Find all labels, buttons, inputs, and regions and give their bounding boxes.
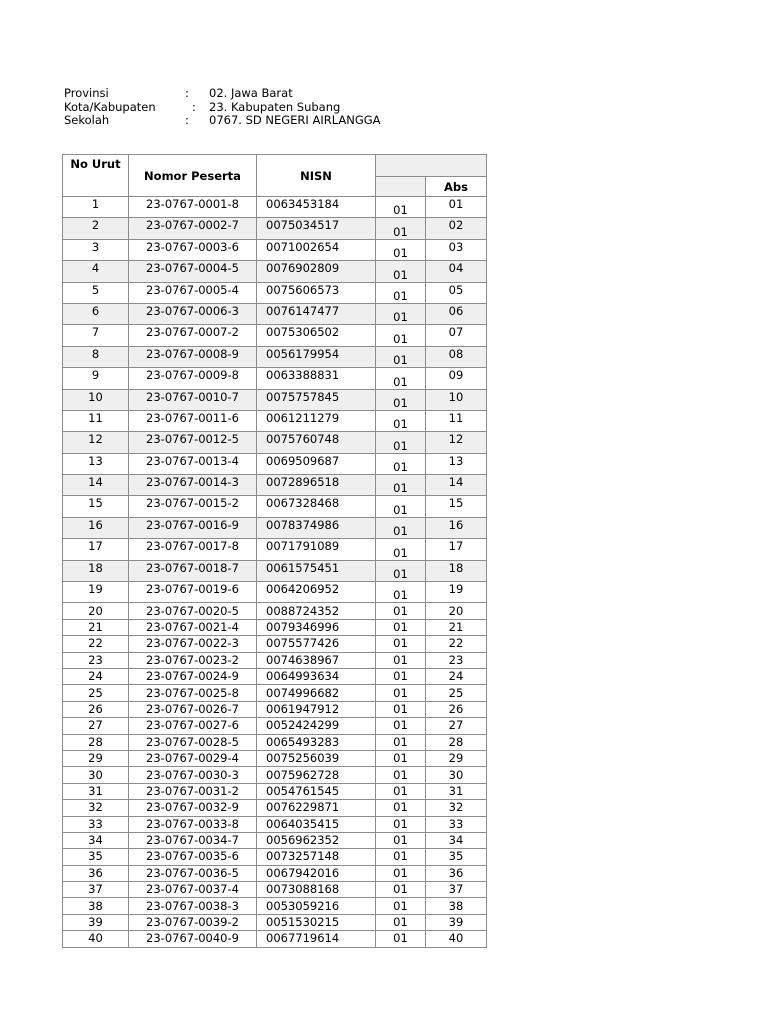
table-row	[63, 865, 487, 881]
cell-nomor-peserta: 23-0767-0009-8	[129, 368, 257, 389]
table-row	[63, 701, 487, 717]
table-row	[63, 325, 487, 346]
cell-no-urut: 30	[63, 767, 129, 783]
cell-ruang: 01	[376, 218, 426, 239]
cell-nisn: 0063453184	[257, 197, 376, 218]
table-row	[63, 832, 487, 848]
table-row	[63, 389, 487, 410]
cell-abs: 36	[426, 865, 487, 881]
cell-no-urut: 34	[63, 832, 129, 848]
cell-no-urut: 27	[63, 718, 129, 734]
cell-nomor-peserta: 23-0767-0032-9	[129, 800, 257, 816]
table-row	[63, 346, 487, 367]
cell-no-urut: 38	[63, 898, 129, 914]
col-header-ruang	[376, 177, 426, 197]
cell-ruang: 01	[376, 325, 426, 346]
cell-nisn: 0073088168	[257, 882, 376, 898]
cell-nomor-peserta: 23-0767-0039-2	[129, 914, 257, 930]
cell-abs: 34	[426, 832, 487, 848]
cell-ruang: 01	[376, 849, 426, 865]
cell-abs: 38	[426, 898, 487, 914]
cell-nisn: 0076902809	[257, 261, 376, 282]
cell-nisn: 0069509687	[257, 453, 376, 474]
cell-ruang: 01	[376, 931, 426, 947]
table-row	[63, 619, 487, 635]
cell-nomor-peserta: 23-0767-0027-6	[129, 718, 257, 734]
cell-nisn: 0072896518	[257, 475, 376, 496]
cell-no-urut: 18	[63, 560, 129, 581]
cell-nomor-peserta: 23-0767-0038-3	[129, 898, 257, 914]
cell-abs: 29	[426, 750, 487, 766]
cell-no-urut: 3	[63, 239, 129, 260]
cell-nisn: 0063388831	[257, 368, 376, 389]
kota-label: Kota/Kabupaten	[64, 99, 156, 114]
table-row	[63, 882, 487, 898]
cell-nisn: 0067328468	[257, 496, 376, 517]
cell-nomor-peserta: 23-0767-0024-9	[129, 668, 257, 684]
cell-ruang: 01	[376, 261, 426, 282]
cell-abs: 14	[426, 475, 487, 496]
cell-abs: 03	[426, 239, 487, 260]
cell-nisn: 0054761545	[257, 783, 376, 799]
cell-ruang: 01	[376, 685, 426, 701]
cell-nisn: 0075256039	[257, 750, 376, 766]
cell-nomor-peserta: 23-0767-0014-3	[129, 475, 257, 496]
cell-abs: 22	[426, 636, 487, 652]
cell-ruang: 01	[376, 475, 426, 496]
table-row	[63, 496, 487, 517]
table-row	[63, 197, 487, 218]
table-row	[63, 750, 487, 766]
cell-nomor-peserta: 23-0767-0011-6	[129, 410, 257, 431]
table-row	[63, 218, 487, 239]
cell-nisn: 0071791089	[257, 539, 376, 560]
table-row	[63, 239, 487, 260]
cell-nisn: 0065493283	[257, 734, 376, 750]
cell-no-urut: 14	[63, 475, 129, 496]
cell-abs: 15	[426, 496, 487, 517]
cell-nisn: 0052424299	[257, 718, 376, 734]
cell-abs: 40	[426, 931, 487, 947]
cell-abs: 06	[426, 303, 487, 324]
cell-nomor-peserta: 23-0767-0040-9	[129, 931, 257, 947]
cell-ruang: 01	[376, 539, 426, 560]
cell-abs: 17	[426, 539, 487, 560]
cell-abs: 28	[426, 734, 487, 750]
cell-no-urut: 13	[63, 453, 129, 474]
cell-no-urut: 28	[63, 734, 129, 750]
cell-no-urut: 4	[63, 261, 129, 282]
cell-ruang: 01	[376, 282, 426, 303]
cell-nomor-peserta: 23-0767-0034-7	[129, 832, 257, 848]
cell-ruang: 01	[376, 767, 426, 783]
cell-nisn: 0067719614	[257, 931, 376, 947]
participant-table	[62, 154, 487, 948]
cell-nomor-peserta: 23-0767-0006-3	[129, 303, 257, 324]
cell-no-urut: 29	[63, 750, 129, 766]
provinsi-label: Provinsi	[64, 86, 109, 100]
cell-no-urut: 39	[63, 914, 129, 930]
cell-ruang: 01	[376, 914, 426, 930]
cell-nomor-peserta: 23-0767-0008-9	[129, 346, 257, 367]
cell-ruang: 01	[376, 410, 426, 431]
cell-ruang: 01	[376, 346, 426, 367]
table-row	[63, 517, 487, 538]
cell-no-urut: 17	[63, 539, 129, 560]
cell-nisn: 0076229871	[257, 800, 376, 816]
table-row	[63, 539, 487, 560]
col-header-nisn: NISN	[257, 155, 376, 197]
cell-abs: 13	[426, 453, 487, 474]
table-row	[63, 652, 487, 668]
cell-abs: 23	[426, 652, 487, 668]
cell-nisn: 0074996682	[257, 685, 376, 701]
cell-abs: 11	[426, 410, 487, 431]
cell-abs: 08	[426, 346, 487, 367]
cell-nomor-peserta: 23-0767-0036-5	[129, 865, 257, 881]
cell-abs: 07	[426, 325, 487, 346]
cell-abs: 02	[426, 218, 487, 239]
cell-no-urut: 20	[63, 603, 129, 619]
cell-nisn: 0073257148	[257, 849, 376, 865]
cell-ruang: 01	[376, 718, 426, 734]
cell-abs: 21	[426, 619, 487, 635]
cell-no-urut: 35	[63, 849, 129, 865]
cell-nisn: 0076147477	[257, 303, 376, 324]
cell-no-urut: 31	[63, 783, 129, 799]
table-row	[63, 898, 487, 914]
cell-abs: 35	[426, 849, 487, 865]
cell-no-urut: 22	[63, 636, 129, 652]
cell-ruang: 01	[376, 432, 426, 453]
cell-ruang: 01	[376, 560, 426, 581]
cell-no-urut: 9	[63, 368, 129, 389]
cell-no-urut: 24	[63, 668, 129, 684]
cell-abs: 16	[426, 517, 487, 538]
sekolah-value: 0767. SD NEGERI AIRLANGGA	[209, 113, 381, 127]
table-row	[63, 582, 487, 603]
table-row	[63, 410, 487, 431]
cell-ruang: 01	[376, 582, 426, 603]
cell-ruang: 01	[376, 303, 426, 324]
table-row	[63, 368, 487, 389]
cell-no-urut: 5	[63, 282, 129, 303]
cell-no-urut: 10	[63, 389, 129, 410]
kota-colon: :	[192, 99, 196, 114]
cell-abs: 26	[426, 701, 487, 717]
cell-nisn: 0075577426	[257, 636, 376, 652]
cell-nomor-peserta: 23-0767-0028-5	[129, 734, 257, 750]
cell-nisn: 0061211279	[257, 410, 376, 431]
cell-nomor-peserta: 23-0767-0031-2	[129, 783, 257, 799]
table-row	[63, 475, 487, 496]
cell-nisn: 0064206952	[257, 582, 376, 603]
cell-no-urut: 26	[63, 701, 129, 717]
cell-nisn: 0075962728	[257, 767, 376, 783]
cell-ruang: 01	[376, 239, 426, 260]
cell-no-urut: 33	[63, 816, 129, 832]
cell-ruang: 01	[376, 750, 426, 766]
cell-no-urut: 12	[63, 432, 129, 453]
cell-ruang: 01	[376, 197, 426, 218]
cell-nisn: 0078374986	[257, 517, 376, 538]
cell-ruang: 01	[376, 816, 426, 832]
table-body	[63, 197, 487, 948]
table-row	[63, 914, 487, 930]
cell-nisn: 0071002654	[257, 239, 376, 260]
cell-ruang: 01	[376, 865, 426, 881]
col-header-group	[376, 155, 487, 177]
table-row	[63, 685, 487, 701]
cell-nomor-peserta: 23-0767-0029-4	[129, 750, 257, 766]
cell-abs: 05	[426, 282, 487, 303]
cell-ruang: 01	[376, 668, 426, 684]
table-row	[63, 931, 487, 947]
cell-abs: 04	[426, 261, 487, 282]
cell-nomor-peserta: 23-0767-0026-7	[129, 701, 257, 717]
sekolah-colon: :	[185, 113, 189, 127]
cell-nisn: 0075757845	[257, 389, 376, 410]
table-row	[63, 303, 487, 324]
cell-abs: 10	[426, 389, 487, 410]
cell-nisn: 0053059216	[257, 898, 376, 914]
cell-nomor-peserta: 23-0767-0037-4	[129, 882, 257, 898]
cell-abs: 37	[426, 882, 487, 898]
cell-nisn: 0056962352	[257, 832, 376, 848]
table-row	[63, 282, 487, 303]
cell-nisn: 0061575451	[257, 560, 376, 581]
cell-nomor-peserta: 23-0767-0033-8	[129, 816, 257, 832]
cell-ruang: 01	[376, 898, 426, 914]
cell-ruang: 01	[376, 734, 426, 750]
cell-ruang: 01	[376, 517, 426, 538]
cell-no-urut: 6	[63, 303, 129, 324]
cell-no-urut: 21	[63, 619, 129, 635]
cell-nomor-peserta: 23-0767-0015-2	[129, 496, 257, 517]
cell-abs: 27	[426, 718, 487, 734]
cell-nisn: 0051530215	[257, 914, 376, 930]
cell-ruang: 01	[376, 636, 426, 652]
cell-nomor-peserta: 23-0767-0001-8	[129, 197, 257, 218]
cell-no-urut: 25	[63, 685, 129, 701]
cell-ruang: 01	[376, 832, 426, 848]
cell-abs: 30	[426, 767, 487, 783]
cell-ruang: 01	[376, 389, 426, 410]
cell-no-urut: 11	[63, 410, 129, 431]
sekolah-label: Sekolah	[64, 113, 110, 127]
cell-nomor-peserta: 23-0767-0010-7	[129, 389, 257, 410]
cell-nisn: 0064993634	[257, 668, 376, 684]
cell-nomor-peserta: 23-0767-0003-6	[129, 239, 257, 260]
cell-nomor-peserta: 23-0767-0020-5	[129, 603, 257, 619]
cell-nomor-peserta: 23-0767-0018-7	[129, 560, 257, 581]
table-row	[63, 603, 487, 619]
table-row	[63, 718, 487, 734]
cell-nomor-peserta: 23-0767-0030-3	[129, 767, 257, 783]
cell-ruang: 01	[376, 453, 426, 474]
table-row	[63, 560, 487, 581]
cell-ruang: 01	[376, 603, 426, 619]
cell-no-urut: 7	[63, 325, 129, 346]
cell-nisn: 0088724352	[257, 603, 376, 619]
cell-nisn: 0075760748	[257, 432, 376, 453]
cell-nomor-peserta: 23-0767-0013-4	[129, 453, 257, 474]
cell-ruang: 01	[376, 800, 426, 816]
col-header-abs: Abs	[426, 177, 487, 197]
cell-nisn: 0075306502	[257, 325, 376, 346]
cell-no-urut: 8	[63, 346, 129, 367]
cell-no-urut: 32	[63, 800, 129, 816]
table-row	[63, 800, 487, 816]
cell-no-urut: 19	[63, 582, 129, 603]
cell-ruang: 01	[376, 496, 426, 517]
cell-nomor-peserta: 23-0767-0035-6	[129, 849, 257, 865]
cell-abs: 33	[426, 816, 487, 832]
cell-nomor-peserta: 23-0767-0022-3	[129, 636, 257, 652]
cell-no-urut: 36	[63, 865, 129, 881]
cell-no-urut: 37	[63, 882, 129, 898]
cell-nomor-peserta: 23-0767-0002-7	[129, 218, 257, 239]
table-row	[63, 261, 487, 282]
cell-no-urut: 15	[63, 496, 129, 517]
table-row	[63, 734, 487, 750]
cell-abs: 32	[426, 800, 487, 816]
cell-abs: 20	[426, 603, 487, 619]
cell-ruang: 01	[376, 701, 426, 717]
cell-ruang: 01	[376, 368, 426, 389]
cell-abs: 31	[426, 783, 487, 799]
provinsi-colon: :	[185, 86, 189, 100]
cell-nomor-peserta: 23-0767-0025-8	[129, 685, 257, 701]
cell-nisn: 0067942016	[257, 865, 376, 881]
cell-nomor-peserta: 23-0767-0023-2	[129, 652, 257, 668]
provinsi-value: 02. Jawa Barat	[209, 86, 293, 100]
cell-abs: 12	[426, 432, 487, 453]
cell-nisn: 0061947912	[257, 701, 376, 717]
cell-nisn: 0079346996	[257, 619, 376, 635]
col-header-no-urut: No Urut	[63, 155, 129, 197]
cell-nomor-peserta: 23-0767-0019-6	[129, 582, 257, 603]
cell-nomor-peserta: 23-0767-0017-8	[129, 539, 257, 560]
cell-ruang: 01	[376, 619, 426, 635]
cell-nisn: 0075034517	[257, 218, 376, 239]
table-row	[63, 783, 487, 799]
kota-value: 23. Kabupaten Subang	[209, 99, 341, 114]
cell-abs: 09	[426, 368, 487, 389]
cell-nomor-peserta: 23-0767-0021-4	[129, 619, 257, 635]
cell-nisn: 0064035415	[257, 816, 376, 832]
cell-ruang: 01	[376, 882, 426, 898]
cell-nisn: 0075606573	[257, 282, 376, 303]
cell-abs: 19	[426, 582, 487, 603]
cell-nomor-peserta: 23-0767-0016-9	[129, 517, 257, 538]
cell-no-urut: 23	[63, 652, 129, 668]
cell-ruang: 01	[376, 652, 426, 668]
table-row	[63, 432, 487, 453]
table-row	[63, 636, 487, 652]
table-row	[63, 767, 487, 783]
cell-ruang: 01	[376, 783, 426, 799]
cell-no-urut: 16	[63, 517, 129, 538]
cell-nomor-peserta: 23-0767-0004-5	[129, 261, 257, 282]
cell-no-urut: 2	[63, 218, 129, 239]
cell-abs: 01	[426, 197, 487, 218]
cell-no-urut: 40	[63, 931, 129, 947]
cell-no-urut: 1	[63, 197, 129, 218]
cell-abs: 39	[426, 914, 487, 930]
cell-nomor-peserta: 23-0767-0007-2	[129, 325, 257, 346]
table-row	[63, 453, 487, 474]
cell-abs: 24	[426, 668, 487, 684]
col-header-nomor-peserta: Nomor Peserta	[129, 155, 257, 197]
cell-nisn: 0056179954	[257, 346, 376, 367]
table-row	[63, 816, 487, 832]
cell-nisn: 0074638967	[257, 652, 376, 668]
cell-abs: 25	[426, 685, 487, 701]
table-row	[63, 849, 487, 865]
cell-nomor-peserta: 23-0767-0005-4	[129, 282, 257, 303]
cell-nomor-peserta: 23-0767-0012-5	[129, 432, 257, 453]
table-row	[63, 668, 487, 684]
cell-abs: 18	[426, 560, 487, 581]
